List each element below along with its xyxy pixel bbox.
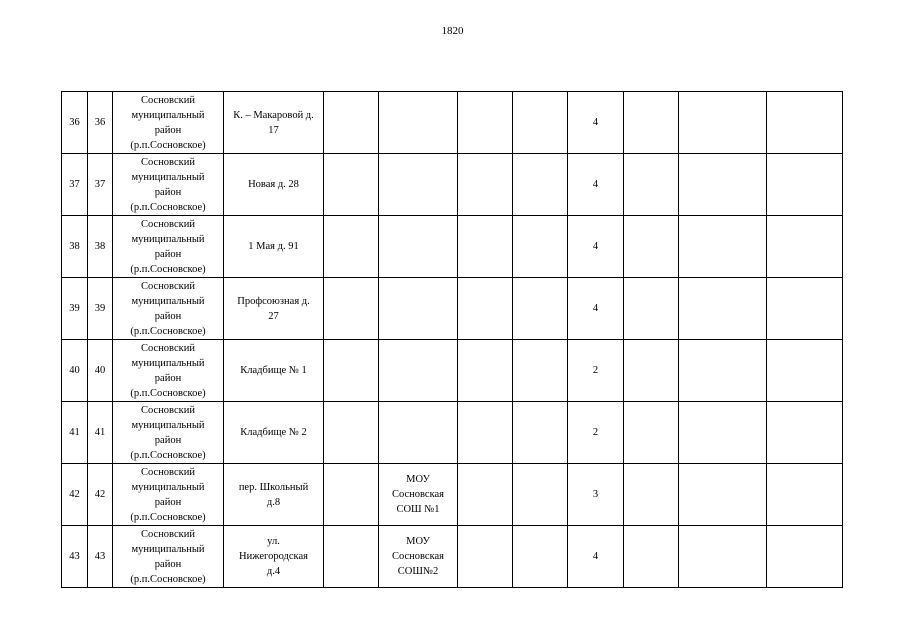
- district-cell: Сосновский муниципальный район (р.п.Сосновское): [113, 278, 224, 340]
- empty-cell: [679, 526, 767, 588]
- empty-cell: [624, 402, 679, 464]
- address-cell: 1 Мая д. 91: [224, 216, 324, 278]
- row-number-cell: 43: [62, 526, 88, 588]
- empty-cell: [624, 526, 679, 588]
- empty-cell: [458, 464, 513, 526]
- count-cell: 2: [568, 340, 624, 402]
- count-cell: 4: [568, 278, 624, 340]
- empty-cell: [679, 216, 767, 278]
- count-cell: 2: [568, 402, 624, 464]
- organization-cell: [379, 402, 458, 464]
- item-number-cell: 42: [88, 464, 113, 526]
- empty-cell: [624, 340, 679, 402]
- organization-cell: [379, 154, 458, 216]
- empty-cell: [624, 464, 679, 526]
- empty-cell: [767, 340, 843, 402]
- table-row: [62, 526, 843, 588]
- item-number-cell: 36: [88, 92, 113, 154]
- district-cell: Сосновский муниципальный район (р.п.Сосновское): [113, 92, 224, 154]
- empty-cell: [324, 464, 379, 526]
- row-number-cell: 38: [62, 216, 88, 278]
- empty-cell: [458, 340, 513, 402]
- empty-cell: [513, 402, 568, 464]
- empty-cell: [324, 278, 379, 340]
- empty-cell: [624, 92, 679, 154]
- district-cell: Сосновский муниципальный район (р.п.Сосновское): [113, 340, 224, 402]
- count-cell: 4: [568, 216, 624, 278]
- empty-cell: [458, 402, 513, 464]
- empty-cell: [679, 92, 767, 154]
- item-number-cell: 40: [88, 340, 113, 402]
- empty-cell: [767, 402, 843, 464]
- empty-cell: [679, 278, 767, 340]
- address-cell: Кладбище № 1: [224, 340, 324, 402]
- organization-cell: [379, 278, 458, 340]
- empty-cell: [624, 216, 679, 278]
- item-number-cell: 38: [88, 216, 113, 278]
- table-row: [62, 216, 843, 278]
- empty-cell: [324, 92, 379, 154]
- empty-cell: [324, 402, 379, 464]
- district-cell: Сосновский муниципальный район (р.п.Сосновское): [113, 154, 224, 216]
- empty-cell: [458, 92, 513, 154]
- table-row: [62, 278, 843, 340]
- table-row: [62, 154, 843, 216]
- organization-cell: [379, 340, 458, 402]
- row-number-cell: 40: [62, 340, 88, 402]
- row-number-cell: 36: [62, 92, 88, 154]
- address-cell: Профсоюзная д. 27: [224, 278, 324, 340]
- row-number-cell: 37: [62, 154, 88, 216]
- district-cell: Сосновский муниципальный район (р.п.Сосновское): [113, 464, 224, 526]
- empty-cell: [324, 340, 379, 402]
- count-cell: 4: [568, 92, 624, 154]
- count-cell: 4: [568, 154, 624, 216]
- item-number-cell: 41: [88, 402, 113, 464]
- empty-cell: [324, 216, 379, 278]
- table-row: [62, 92, 843, 154]
- empty-cell: [458, 526, 513, 588]
- table-row: [62, 340, 843, 402]
- empty-cell: [458, 154, 513, 216]
- row-number-cell: 39: [62, 278, 88, 340]
- empty-cell: [324, 154, 379, 216]
- empty-cell: [767, 92, 843, 154]
- empty-cell: [513, 340, 568, 402]
- empty-cell: [513, 526, 568, 588]
- count-cell: 3: [568, 464, 624, 526]
- empty-cell: [624, 278, 679, 340]
- item-number-cell: 37: [88, 154, 113, 216]
- row-number-cell: 42: [62, 464, 88, 526]
- table-body: [62, 92, 843, 588]
- organization-cell: МОУ Сосновская СОШ №1: [379, 464, 458, 526]
- empty-cell: [513, 278, 568, 340]
- item-number-cell: 39: [88, 278, 113, 340]
- empty-cell: [679, 154, 767, 216]
- organization-cell: [379, 216, 458, 278]
- empty-cell: [513, 154, 568, 216]
- empty-cell: [513, 216, 568, 278]
- address-cell: пер. Школьный д.8: [224, 464, 324, 526]
- count-cell: 4: [568, 526, 624, 588]
- item-number-cell: 43: [88, 526, 113, 588]
- empty-cell: [458, 216, 513, 278]
- empty-cell: [324, 526, 379, 588]
- empty-cell: [767, 216, 843, 278]
- empty-cell: [679, 464, 767, 526]
- district-cell: Сосновский муниципальный район (р.п.Сосновское): [113, 402, 224, 464]
- row-number-cell: 41: [62, 402, 88, 464]
- empty-cell: [679, 402, 767, 464]
- data-table: [61, 91, 843, 588]
- address-cell: Новая д. 28: [224, 154, 324, 216]
- empty-cell: [458, 278, 513, 340]
- empty-cell: [513, 92, 568, 154]
- table-row: [62, 464, 843, 526]
- address-cell: Кладбище № 2: [224, 402, 324, 464]
- organization-cell: МОУ Сосновская СОШ№2: [379, 526, 458, 588]
- empty-cell: [624, 154, 679, 216]
- empty-cell: [767, 154, 843, 216]
- empty-cell: [767, 464, 843, 526]
- page-number: 1820: [441, 25, 464, 37]
- empty-cell: [767, 278, 843, 340]
- organization-cell: [379, 92, 458, 154]
- district-cell: Сосновский муниципальный район (р.п.Сосновское): [113, 526, 224, 588]
- district-cell: Сосновский муниципальный район (р.п.Сосновское): [113, 216, 224, 278]
- empty-cell: [513, 464, 568, 526]
- empty-cell: [767, 526, 843, 588]
- table-row: [62, 402, 843, 464]
- address-cell: К. – Макаровой д. 17: [224, 92, 324, 154]
- address-cell: ул. Нижегородская д.4: [224, 526, 324, 588]
- empty-cell: [679, 340, 767, 402]
